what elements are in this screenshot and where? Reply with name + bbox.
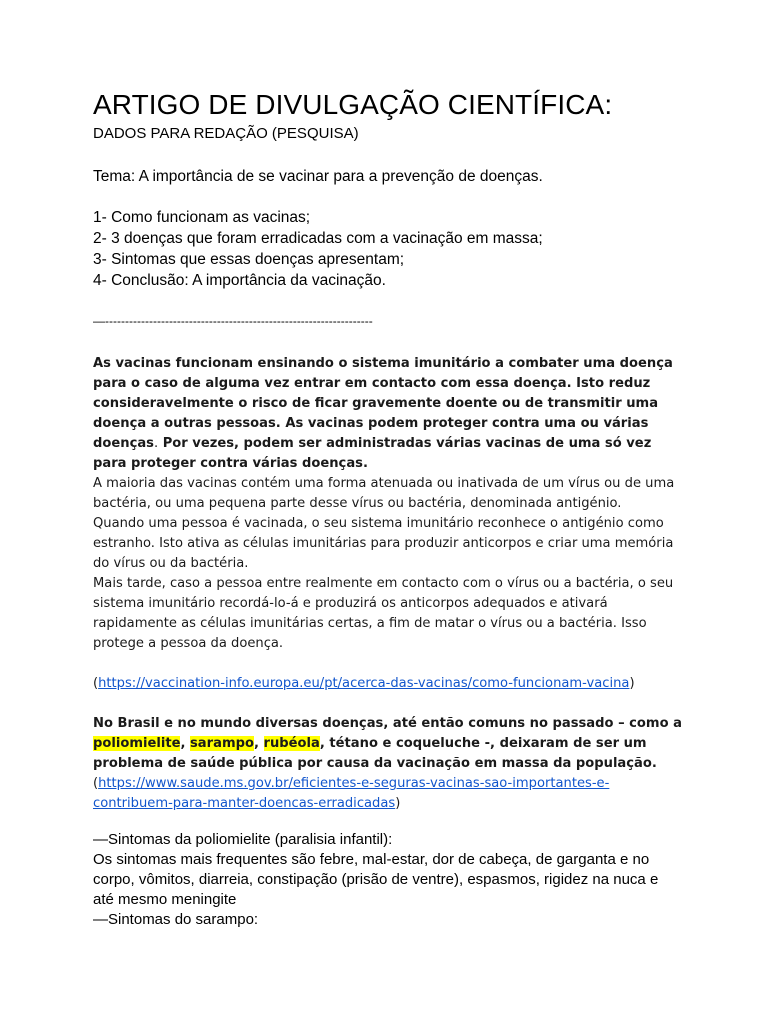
eradicated-diseases-paragraph bbox=[93, 714, 683, 774]
measles-symptoms-heading: —Sintomas do sarampo: bbox=[93, 911, 259, 928]
list-item: 2- 3 doenças que foram erradicadas com a vacinação em massa; bbox=[93, 230, 543, 247]
article-body bbox=[93, 354, 683, 930]
polio-text-a: Os bbox=[93, 851, 117, 868]
intro-dot: . bbox=[153, 436, 159, 451]
intro-text: As vacinas funcionam ensinando o sistema imunitário a combater uma doença para o caso de alguma vez entrar em contacto com essa doença. Isto reduz consideravelmente o risco de ficar gravemente doente ou de transmitir uma doença a outras pessoas. As vacinas podem proteger contra uma ou várias doenças bbox=[93, 356, 673, 451]
source-citation-2 bbox=[93, 774, 683, 814]
paren-close: ) bbox=[629, 676, 635, 691]
document-title: ARTIGO DE DIVULGAÇÃO CIENTÍFICA: bbox=[93, 89, 613, 120]
eradicated-rest: , tétano e coqueluche -, deixaram de ser um problema de saúde pública por causa da vacinação em massa da população. bbox=[93, 736, 657, 771]
source-citation-1 bbox=[93, 674, 683, 694]
list-item: 4- Conclusão: A importância da vacinação. bbox=[93, 272, 386, 289]
paragraph-memory: Mais tarde, caso a pessoa entre realmente em contacto com o vírus ou a bactéria, o seu sistema imunitário recordá-lo-á e produzirá os anticorpos adequados e ativará rapidamente as células imunitárias certas, a fim de matar o vírus ou a bactéria. Isso protege a pessoa da doença. bbox=[93, 576, 674, 651]
spacer bbox=[93, 694, 683, 714]
eradicated-lead: No Brasil e no mundo diversas doenças, até então comuns no passado – como a bbox=[93, 716, 682, 731]
separator: , bbox=[253, 736, 264, 751]
separator: , bbox=[180, 736, 191, 751]
saude-ms-link[interactable]: https://www.saude.ms.gov.br/eficientes-e-seguras-vacinas-sao-importantes-e-contribuem-para-manter-doencas-erradicadas bbox=[93, 776, 610, 811]
paren-close: ) bbox=[395, 796, 401, 811]
spacer bbox=[93, 814, 683, 830]
paragraph-immune: Quando uma pessoa é vacinada, o seu sistema imunitário reconhece o antigénio como estranho. Isto ativa as células imunitárias para produzir anticorpos e criar uma memória do vírus ou da bactéria. bbox=[93, 516, 674, 571]
polio-text-word: sintomas bbox=[116, 851, 177, 868]
document-page bbox=[93, 86, 683, 930]
polio-symptoms-heading: —Sintomas da poliomielite (paralisia infantil): bbox=[93, 831, 393, 848]
vaccination-info-link[interactable]: https://vaccination-info.europa.eu/pt/acerca-das-vacinas/como-funcionam-vacina bbox=[98, 676, 630, 691]
list-item: 1- Como funcionam as vacinas; bbox=[93, 209, 311, 226]
divider-line: —------------------------------------------------------------------- bbox=[93, 314, 373, 328]
polio-text-b: mais frequentes são febre, mal-estar, dor de cabeça, de garganta e no corpo, vômitos, diarreia, constipação (prisão de ventre), espasmos, rigidez na nuca e até mesmo meningite bbox=[93, 851, 659, 908]
highlight-rubeola: rubéola bbox=[263, 736, 320, 751]
intro-text-2: Por vezes, podem ser administradas várias vacinas de uma só vez para proteger contra várias doenças. bbox=[93, 436, 652, 471]
paren-open: ( bbox=[93, 776, 99, 791]
topics-list bbox=[93, 207, 683, 291]
highlight-sarampo: sarampo bbox=[190, 736, 254, 751]
polio-symptoms-text bbox=[93, 850, 683, 910]
spacer bbox=[93, 654, 683, 674]
paragraph-antigen: A maioria das vacinas contém uma forma atenuada ou inativada de um vírus ou de uma bactéria, ou uma pequena parte desse vírus ou bactéria, denominada antigénio. bbox=[93, 476, 675, 511]
document-subtitle: DADOS PARA REDAÇÃO (PESQUISA) bbox=[93, 125, 359, 142]
theme-line: Tema: A importância de se vacinar para a prevenção de doenças. bbox=[93, 168, 543, 185]
paren-open: ( bbox=[93, 676, 99, 691]
symptoms-section bbox=[93, 830, 683, 930]
highlight-poliomielite: poliomielite bbox=[93, 736, 181, 751]
list-item: 3- Sintomas que essas doenças apresentam; bbox=[93, 251, 405, 268]
vaccines-intro bbox=[93, 354, 683, 474]
